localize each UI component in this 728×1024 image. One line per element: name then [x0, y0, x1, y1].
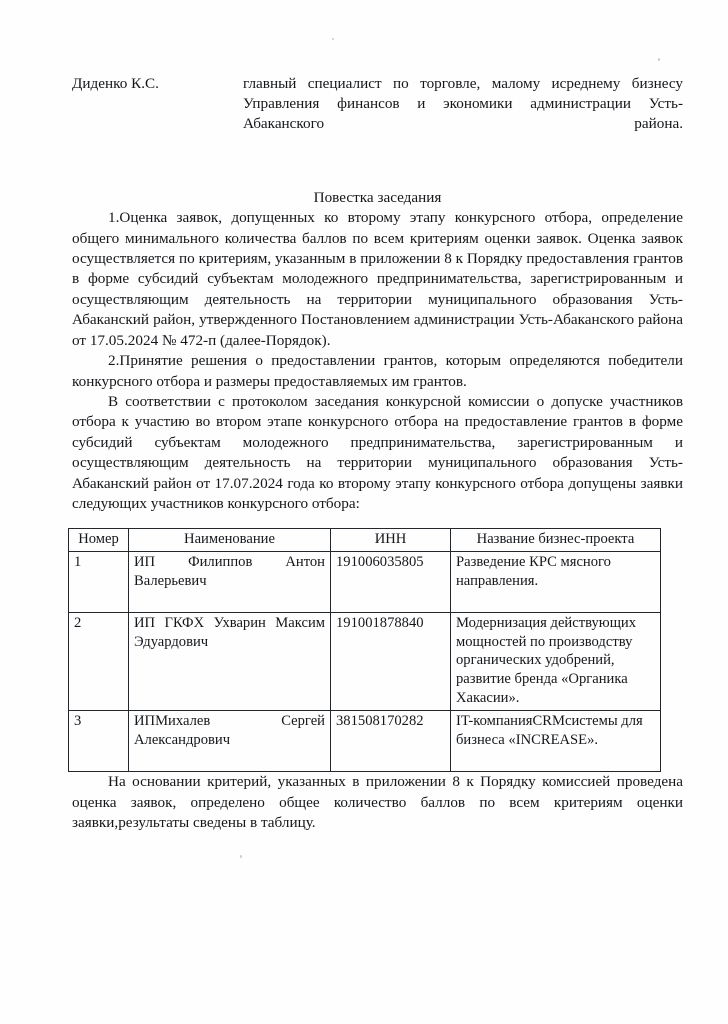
- cell-project: Разведение КРС мясного направления.: [451, 551, 661, 612]
- header-person-entry: [72, 74, 683, 155]
- person-role: главный специалист по торговле, малому исреднему бизнесу Управления финансов и экономики администрации Усть-Абаканского района.: [243, 75, 683, 133]
- cell-number: 3: [69, 711, 129, 772]
- cell-number: 1: [69, 551, 129, 612]
- cell-project: Модернизация действующих мощностей по производству органических удобрений, развитие бренда «Органика Хакасии».: [451, 612, 661, 711]
- table-row: [69, 612, 661, 711]
- column-header-name: Наименование: [129, 528, 331, 551]
- column-header-project: Название бизнес-проекта: [451, 528, 661, 551]
- cell-inn: 191006035805: [331, 551, 451, 612]
- column-header-inn: ИНН: [331, 528, 451, 551]
- person-name: Диденко К.С.: [72, 75, 159, 92]
- paragraph-item-2: 2.Принятие решения о предоставлении грантов, которым определяются победители конкурсного отбора и размеры предоставляемых им грантов.: [72, 352, 683, 390]
- scan-speck: [658, 58, 660, 61]
- agenda-heading: Повестка заседания: [313, 188, 442, 206]
- cell-inn: 381508170282: [331, 711, 451, 772]
- cell-name: ИП ГКФХ Ухварин Максим Эдуардович: [129, 612, 331, 711]
- cell-project: IT-компанияCRMсистемы для бизнеса «INCREASE».: [451, 711, 661, 772]
- applicants-table: [68, 528, 661, 773]
- paragraph-intro-table: В соответствии с протоколом заседания конкурсной комиссии о допуске участников отбора к участию во втором этапе конкурсного отбора на предоставление грантов в форме субсидий субъектам молодежного предпринимательства, зарегистрированным и осуществляющим деятельность на территории муниципального образования Усть-Абаканский район от 17.07.2024 года ко второму этапу конкурсного отбора допущены заявки следующих участников конкурсного отбора:: [72, 393, 683, 513]
- table-row: [69, 711, 661, 772]
- cell-inn: 191001878840: [331, 612, 451, 711]
- cell-name: ИП Филиппов Антон Валерьевич: [129, 551, 331, 612]
- paragraph-closing: На основании критерий, указанных в приложении 8 к Порядку комиссией проведена оценка заявок, определено общее количество баллов по всем критериям оценки заявки,результаты сведены в таблицу.: [72, 773, 683, 832]
- scan-speck: [332, 38, 334, 40]
- paragraph-item-1: 1.Оценка заявок, допущенных ко второму этапу конкурсного отбора, определение общего минимального количества баллов по всем критериям оценки заявок. Оценка заявок осуществляется по критериям, указанным в приложении 8 к Порядку предоставления грантов в форме субсидий субъектам молодежного предпринимательства, зарегистрированным и осуществляющим деятельность на территории муниципального образования Усть-Абаканский район, утвержденного Постановлением администрации Усть-Абаканского района от 17.05.2024 № 472-п (далее-Порядок).: [72, 209, 683, 349]
- cell-name: ИПМихалев Сергей Александрович: [129, 711, 331, 772]
- document-body: [72, 74, 683, 834]
- scan-speck: [240, 855, 242, 858]
- table-header-row: [69, 528, 661, 551]
- table-row: [69, 551, 661, 612]
- column-header-number: Номер: [69, 528, 129, 551]
- cell-number: 2: [69, 612, 129, 711]
